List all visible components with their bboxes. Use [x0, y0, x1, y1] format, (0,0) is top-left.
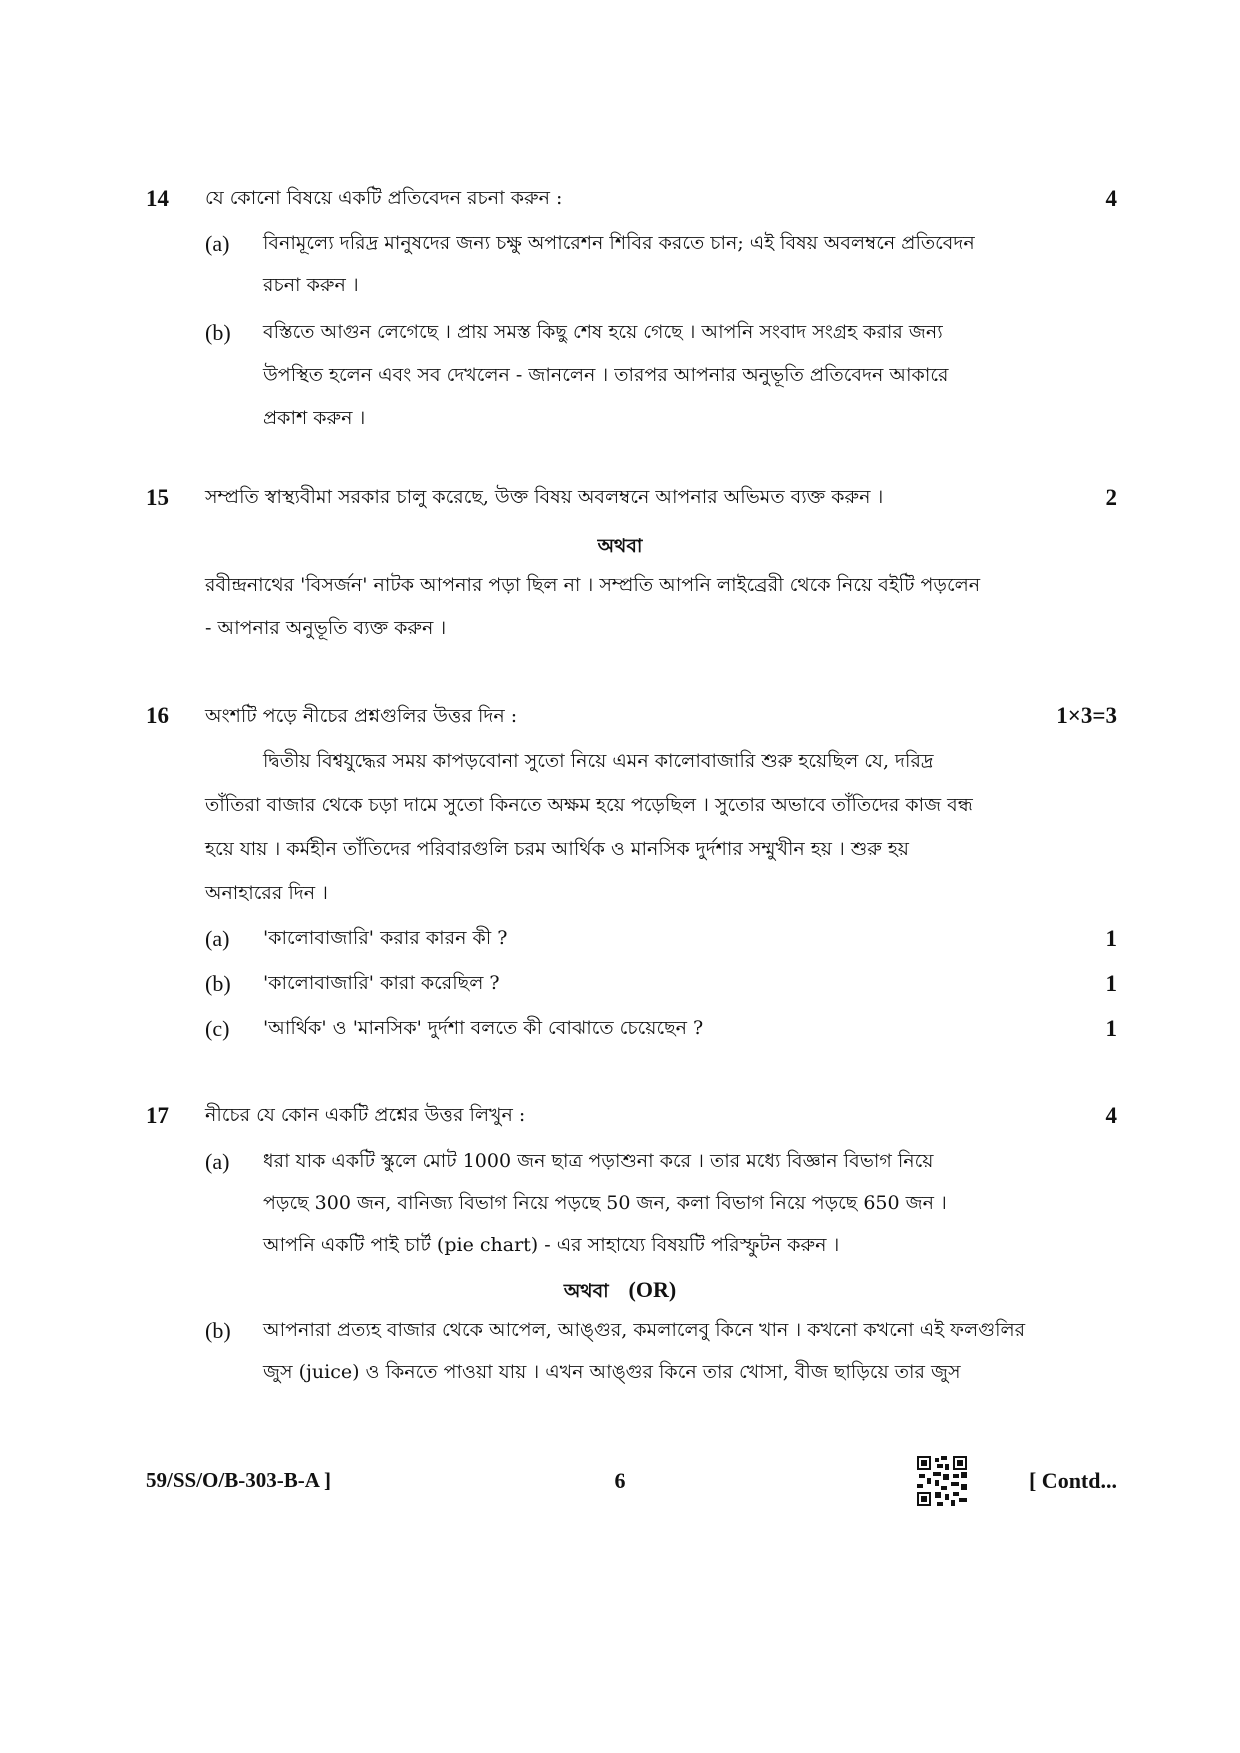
q17-or-bn: অথবা — [563, 1280, 609, 1302]
q17-a-line1: ধরা যাক একটি স্কুলে মোট 1000 জন ছাত্র পড়াশুনা করে । তার মধ্যে বিজ্ঞান বিভাগ নিয়ে — [263, 1150, 934, 1172]
q15-or-label: অথবা — [597, 535, 643, 557]
q17-b-line1: আপনারা প্রত্যহ বাজার থেকে আপেল, আঙ্গুর, কমলালেবু কিনে খান । কখনো কখনো এই ফলগুলির — [263, 1319, 1026, 1341]
q16-passage-line1: দ্বিতীয় বিশ্বযুদ্ধের সময় কাপড়বোনা সুতো নিয়ে এমন কালোবাজারি শুরু হয়েছিল যে, দরিদ্র — [263, 750, 934, 772]
q17-marks: 4 — [1105, 1103, 1117, 1128]
q17-prompt: নীচের যে কোন একটি প্রশ্নের উত্তর লিখুন : — [205, 1104, 526, 1126]
q14-prompt: যে কোনো বিষয়ে একটি প্রতিবেদন রচনা করুন : — [205, 187, 563, 209]
q16-c-marks: 1 — [1105, 1016, 1117, 1041]
footer-paper-code: 59/SS/O/B-303-B-A ] — [146, 1468, 331, 1492]
q17-b-line2: জুস (juice) ও কিনতে পাওয়া যায় । এখন আঙ্গুর কিনে তার খোসা, বীজ ছাড়িয়ে তার জুস — [263, 1361, 961, 1383]
q17-a-line2: পড়ছে 300 জন, বানিজ্য বিভাগ নিয়ে পড়ছে 50 জন, কলা বিভাগ নিয়ে পড়ছে 650 জন । — [263, 1192, 947, 1214]
q15-prompt: সম্প্রতি স্বাস্থ্যবীমা সরকার চালু করেছে, উক্ত বিষয় অবলম্বনে আপনার অভিমত ব্যক্ত করুন । — [205, 486, 884, 508]
q16-passage-line4: অনাহারের দিন । — [205, 882, 328, 904]
q15-alt-line2: - আপনার অনুভূতি ব্যক্ত করুন । — [205, 617, 447, 639]
q17-a-line3: আপনি একটি পাই চার্ট (pie chart) - এর সাহায্যে বিষয়টি পরিস্ফুটন করুন । — [263, 1234, 840, 1256]
qr-code-icon — [917, 1456, 967, 1506]
q17-b-label: (b) — [205, 1318, 231, 1343]
q14-b-line1: বস্তিতে আগুন লেগেছে । প্রায় সমস্ত কিছু শেষ হয়ে গেছে । আপনি সংবাদ সংগ্রহ করার জন্য — [263, 321, 943, 343]
q16-passage-line2: তাঁতিরা বাজার থেকে চড়া দামে সুতো কিনতে অক্ষম হয়ে পড়েছিল । সুতোর অভাবে তাঁতিদের কাজ বন্ধ — [205, 794, 973, 816]
q16-marks: 1×3=3 — [1056, 703, 1117, 728]
q15-number: 15 — [146, 485, 169, 510]
q16-a-marks: 1 — [1105, 926, 1117, 951]
q16-c-text: 'আর্থিক' ও 'মানসিক' দুর্দশা বলতে কী বোঝাতে চেয়েছেন ? — [263, 1017, 704, 1039]
q16-a-text: 'কালোবাজারি' করার কারন কী ? — [263, 927, 508, 949]
q14-a-line1: বিনামূল্যে দরিদ্র মানুষদের জন্য চক্ষু অপারেশন শিবির করতে চান; এই বিষয় অবলম্বনে প্রতিবেদন — [263, 232, 975, 254]
q15-alt-line1: রবীন্দ্রনাথের 'বিসর্জন' নাটক আপনার পড়া ছিল না । সম্প্রতি আপনি লাইব্রেরী থেকে নিয়ে বইটি পড়লেন — [205, 574, 981, 596]
q14-a-label: (a) — [205, 231, 230, 256]
q14-b-line3: প্রকাশ করুন । — [263, 407, 366, 429]
q14-number: 14 — [146, 186, 169, 211]
q16-b-marks: 1 — [1105, 971, 1117, 996]
footer-contd: [ Contd... — [1028, 1468, 1117, 1493]
q16-b-label: (b) — [205, 971, 231, 996]
q16-passage-line3: হয়ে যায় । কর্মহীন তাঁতিদের পরিবারগুলি চরম আর্থিক ও মানসিক দুর্দশার সম্মুখীন হয় । শুরু হয় — [205, 838, 910, 860]
q14-b-line2: উপস্থিত হলেন এবং সব দেখলেন - জানলেন । তারপর আপনার অনুভূতি প্রতিবেদন আকারে — [263, 364, 949, 386]
q14-marks: 4 — [1105, 186, 1117, 211]
q17-number: 17 — [146, 1103, 169, 1128]
q16-b-text: 'কালোবাজারি' কারা করেছিল ? — [263, 972, 500, 994]
q16-prompt: অংশটি পড়ে নীচের প্রশ্নগুলির উত্তর দিন : — [205, 705, 518, 727]
q15-marks: 2 — [1105, 485, 1117, 510]
q16-number: 16 — [146, 703, 169, 728]
q16-c-label: (c) — [205, 1016, 230, 1041]
footer-page-number: 6 — [614, 1468, 626, 1493]
q17-a-label: (a) — [205, 1149, 230, 1174]
q17-or-en: (OR) — [628, 1277, 677, 1302]
q14-b-label: (b) — [205, 320, 231, 345]
q14-a-line2: রচনা করুন । — [263, 274, 359, 296]
q16-a-label: (a) — [205, 926, 230, 951]
q17-or-heading — [0, 1277, 1240, 1309]
